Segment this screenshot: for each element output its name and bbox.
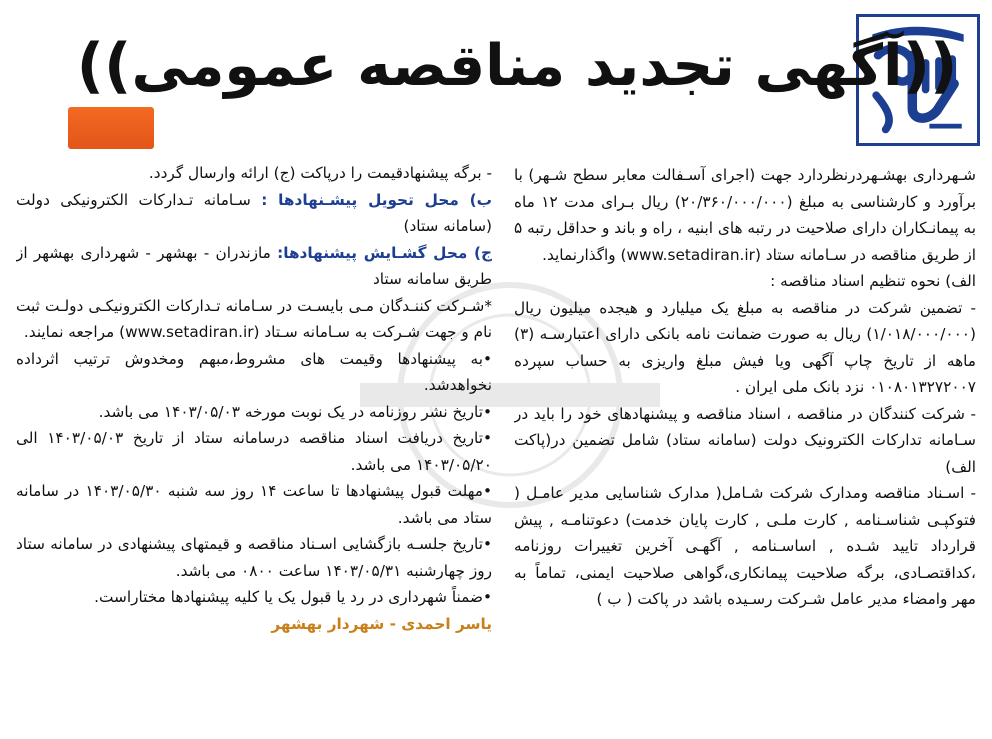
submission-paragraph: - شرکت کنندگان در مناقصه ، اسناد مناقصه و پیشنهادهای خود را باید در سـامانه تدارکات الکترونیک دولت (سامانه ستاد) شامل تضمین در(پاکت الف) (514, 404, 976, 476)
deadline-paragraph: •مهلت قبول پیشنهادها تا ساعت ۱۴ روز سه شنبه ۱۴۰۳/۰۵/۳۰ در سامانه ستاد می باشد. (16, 482, 492, 527)
section-b-title: ب) محل تحویل پیشـنهادها : (261, 190, 492, 209)
section-b (16, 187, 492, 240)
documents-paragraph: - اسـناد مناقصه ومدارک شرکت شـامل( مدارک شناسایی مدیر عامـل ( فتوکپـی شناسـنامه , کارت ملـی , کارت پایان خدمت) دعوتنامـه , پیش قرارداد تایید شـده , اساسـنامه , آگهـی آخرین تغییرات روزنامه ،کداقتصـادی، برگه صلاحیت پیمانکاری،گواهی صلاحیت ایمنی، تماماً به مهر وامضاء مدیر عامل شـرکت رسـیده باشد در پاکت ( ب ) (514, 484, 976, 608)
registration-text-end: ) مراجعه نمایند. (23, 323, 126, 341)
price-form-paragraph: - برگه پیشنهادقیمت را درپاکت (ج) ارائه وارسال گردد. (148, 164, 492, 182)
conditional-offers-paragraph: •به پیشنهادها وقیمت های مشروط،مبهم ومخدوش ترتیب اثرداده نخواهدشد. (16, 349, 492, 394)
title-paren-open: (( (902, 31, 958, 101)
setad-link-2[interactable]: www.setadiran.ir (125, 323, 254, 341)
section-c-text: مازندران - بهشهر - شهرداری بهشهر از طریق سامانه ستاد (16, 243, 492, 288)
title-paren-close: )) (76, 31, 132, 101)
section-c (16, 240, 492, 293)
left-column (16, 160, 492, 730)
section-a-title: الف) نحوه تنظیم اسناد مناقصه : (770, 272, 976, 290)
right-column (514, 162, 976, 732)
document-receipt-paragraph: •تاریخ دریافت اسناد مناقصه درسامانه ستاد از تاریخ ۱۴۰۳/۰۵/۰۳ الی ۱۴۰۳/۰۵/۲۰ می باشد. (16, 429, 492, 474)
intro-paragraph (514, 162, 976, 268)
signature: یاسر احمدی - شهردار بهشهر (271, 614, 492, 633)
registration-paragraph (16, 293, 492, 346)
section-b-text: سـامانه تـدارکات الکترونیکی دولت (سامانه ستاد) (16, 190, 492, 235)
orange-accent-bar (68, 107, 154, 149)
intro-text: شـهرداری بهشـهردرنظردارد جهت (اجرای آسـفالت معابر سطح شـهر) با برآورد و کارشناسی به مبلغ (۲۰/۳۶۰/۰۰۰/۰۰۰) ریال بـرای مدت ۱۲ ماه به پیمانـکاران دارای صلاحیت در رتبه های ابنیه ، راه و باند و حداقل رتبه ۵ از طریق مناقصه در سـامانه ستاد ( (514, 166, 976, 264)
rights-reserved-paragraph: •ضمناً شهرداری در رد یا قبول یک یا کلیه پیشنهادها مختاراست. (94, 588, 492, 606)
page-title (76, 14, 958, 118)
publication-date-paragraph: •تاریخ نشر روزنامه در یک نوبت مورخه ۱۴۰۳/۰۵/۰۳ می باشد. (98, 402, 492, 421)
section-c-title: ج) محل گشـایش پیشنهادها: (277, 243, 492, 262)
setad-link[interactable]: www.setadiran.ir (626, 245, 755, 264)
opening-session-paragraph: •تاریخ جلسـه بازگشایی اسـناد مناقصه و قیمتهای پیشنهادی در سامانه ستاد روز چهارشنبه ۱۴۰۳/۰۵/۳۱ ساعت ۰۸۰۰ می باشد. (16, 535, 492, 580)
intro-text-end: ) واگذارنماید. (542, 245, 627, 264)
guarantee-paragraph: - تضمین شرکت در مناقصه به مبلغ یک میلیارد و هیجده میلیون ریال (۱/۰۱۸/۰۰۰/۰۰۰) ریال به صورت ضمانت نامه بانکی دارای اعتبارسـه (۳) ماهه از تاریخ چاپ آگهی ویا فیش مبلغ واریزی به حساب سپرده ۰۱۰۸۰۱۳۲۷۲۰۰۷ نزد بانک ملی ایران . (514, 298, 976, 396)
registration-text: *شـرکت کننـدگان مـی بایسـت در سـامانه تـدارکات الکترونیکـی دولـت ثبت نام و جهت شـرکت به سـامانه سـتاد ( (16, 296, 492, 341)
title-text: آگهی تجدید مناقصه عمومی (131, 32, 903, 99)
